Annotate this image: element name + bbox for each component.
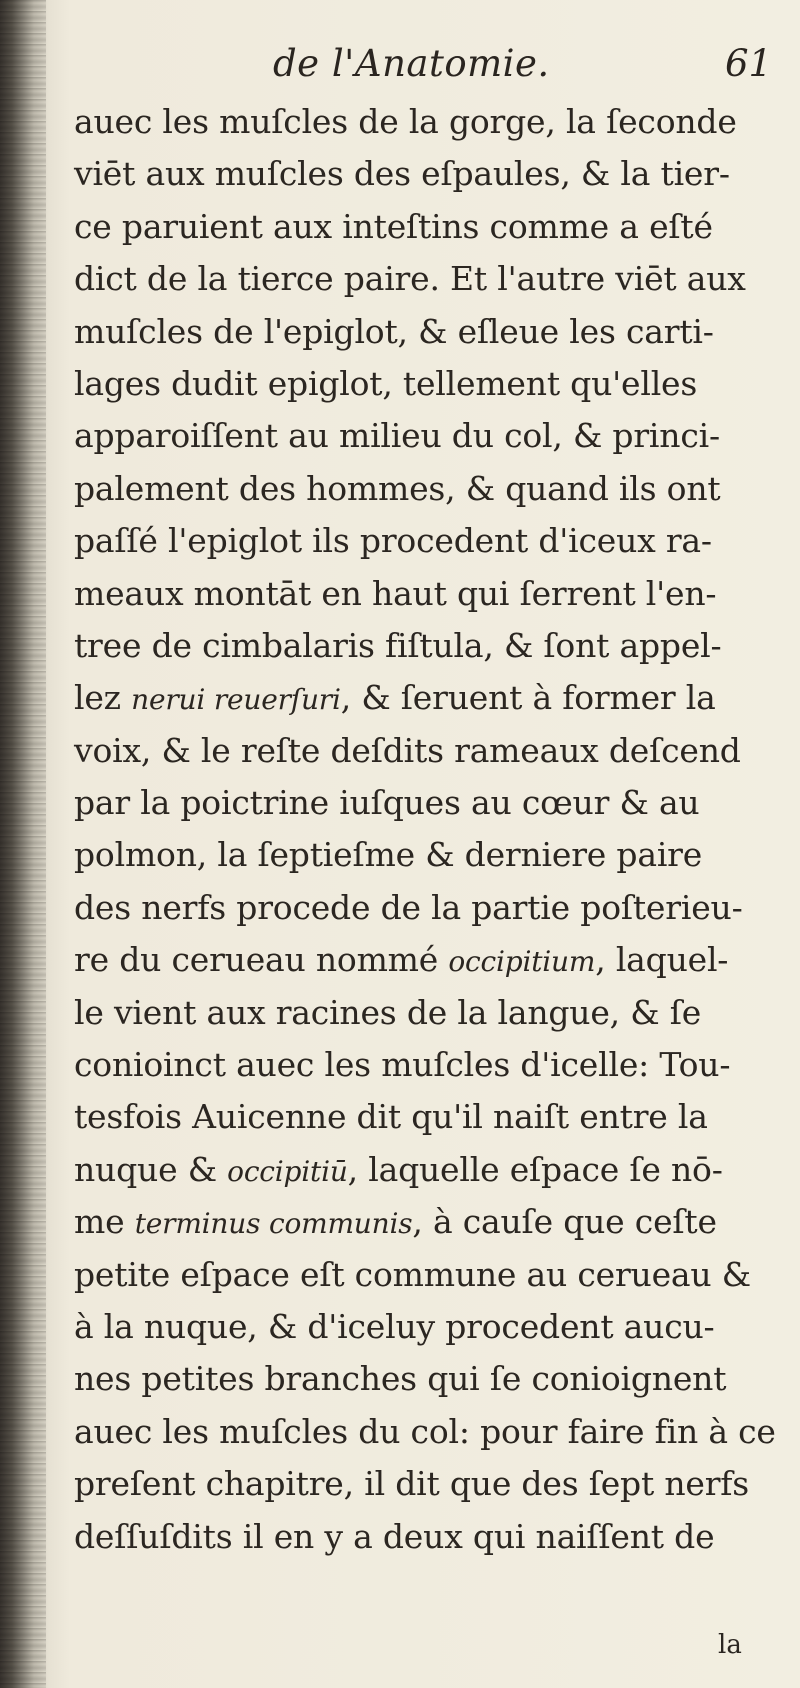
- text-segment: , laquelle eſpace ſe nō-: [347, 1149, 723, 1189]
- text-line: [74, 463, 789, 515]
- text-segment: conioinct auec les muſcles d'icelle: Tou-: [74, 1045, 731, 1085]
- text-segment: preſent chapitre, il dit que des ſept nerfs: [74, 1464, 750, 1504]
- text-line: [74, 620, 789, 672]
- text-segment: à la nuque, & d'iceluy procedent aucu-: [74, 1306, 715, 1346]
- binding-gutter: [0, 0, 46, 1688]
- text-segment: palement des hommes, & quand ils ont: [74, 468, 721, 508]
- catchword: la: [718, 1630, 742, 1660]
- text-segment: viēt aux muſcles des eſpaules, & la tier-: [74, 154, 730, 194]
- text-line: [74, 148, 789, 200]
- italic-term: occipitiū: [227, 1154, 348, 1188]
- text-line: [74, 306, 789, 358]
- text-line: [74, 1249, 789, 1301]
- text-segment: paſſé l'epiglot ils procedent d'iceux ra-: [74, 521, 712, 561]
- page-number: 61: [725, 42, 773, 85]
- text-line: [74, 1196, 789, 1248]
- text-line: [74, 777, 789, 829]
- text-line: [74, 568, 789, 620]
- text-segment: auec les muſcles du col: pour faire fin à ce: [74, 1411, 776, 1451]
- text-segment: apparoiſſent au milieu du col, & princi-: [74, 416, 720, 456]
- text-line: [74, 1039, 789, 1091]
- body-text: [74, 96, 789, 1563]
- text-segment: auec les muſcles de la gorge, la ſeconde: [74, 102, 737, 141]
- text-segment: nes petites branches qui ſe conioignent: [74, 1359, 727, 1399]
- text-line: [74, 672, 789, 724]
- text-segment: , à cauſe que ceſte: [412, 1202, 717, 1242]
- text-segment: lages dudit epiglot, tellement qu'elles: [74, 363, 698, 403]
- text-segment: voix, & le reſte deſdits rameaux deſcend: [74, 730, 741, 770]
- text-segment: par la poictrine iuſques au cœur & au: [74, 783, 700, 823]
- text-line: [74, 201, 789, 253]
- text-segment: me: [74, 1202, 135, 1242]
- text-line: [74, 410, 789, 462]
- text-segment: tesfois Auicenne dit qu'il naiſt entre la: [74, 1097, 708, 1137]
- text-segment: , & ſeruent à former la: [340, 678, 716, 718]
- text-segment: meaux montāt en haut qui ſerrent l'en-: [74, 573, 717, 613]
- text-line: [74, 725, 789, 777]
- text-line: [74, 1406, 789, 1458]
- text-line: [74, 515, 789, 567]
- text-segment: ce paruient aux inteſtins comme a eſté: [74, 206, 713, 246]
- text-segment: petite eſpace eſt commune au cerueau &: [74, 1254, 751, 1294]
- text-line: [74, 1144, 789, 1196]
- text-line: [74, 987, 789, 1039]
- text-line: [74, 1458, 789, 1510]
- text-segment: des nerfs procede de la partie poſterieu-: [74, 887, 743, 927]
- text-line: [74, 96, 789, 148]
- text-segment: dict de la tierce paire. Et l'autre viēt aux: [74, 259, 746, 299]
- text-segment: le vient aux racines de la langue, & ſe: [74, 992, 702, 1032]
- italic-term: occipitium: [448, 945, 596, 979]
- text-segment: deſſuſdits il en y a deux qui naiſſent de: [74, 1516, 715, 1556]
- text-line: [74, 829, 789, 881]
- text-line: [74, 253, 789, 305]
- text-line: [74, 934, 789, 986]
- text-line: [74, 1353, 789, 1405]
- text-segment: re du cerueau nommé: [74, 940, 449, 980]
- text-line: [74, 1511, 789, 1563]
- text-segment: , laquel-: [595, 940, 729, 980]
- running-head: de l'Anatomie.: [273, 42, 550, 85]
- text-line: [74, 1301, 789, 1353]
- text-segment: lez: [74, 678, 132, 718]
- italic-term: terminus communis: [134, 1207, 413, 1241]
- text-segment: nuque &: [74, 1149, 228, 1189]
- text-segment: tree de cimbalaris fiſtula, & ſont appel-: [74, 625, 722, 665]
- text-line: [74, 358, 789, 410]
- text-line: [74, 1091, 789, 1143]
- text-segment: muſcles de l'epiglot, & eſleue les carti-: [74, 311, 714, 351]
- italic-term: nerui reuerſuri: [131, 683, 341, 717]
- text-line: [74, 882, 789, 934]
- page-header: [0, 42, 800, 102]
- text-segment: polmon, la ſeptieſme & derniere paire: [74, 835, 703, 875]
